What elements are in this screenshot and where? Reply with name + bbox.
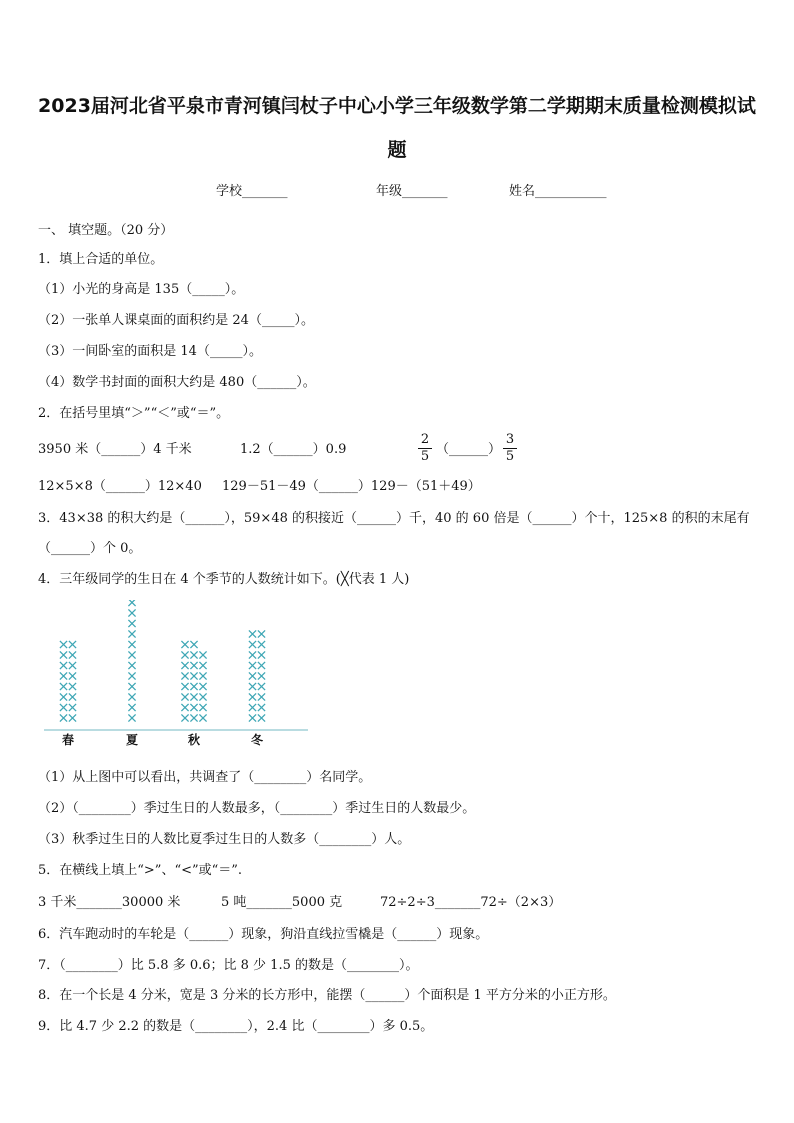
pictograph-category-label: 秋	[187, 733, 201, 747]
pictograph-mark-冬	[249, 704, 256, 711]
fraction-numerator: 3	[503, 432, 517, 449]
pictograph-mark-冬	[249, 630, 256, 637]
pictograph-mark-秋	[199, 714, 206, 721]
pictograph-category-label: 夏	[125, 733, 139, 747]
pictograph-mark-冬	[249, 651, 256, 658]
question-3-line-1: 3．43×38 的积大约是（______），59×48 的积接近（______）千，40 的 60 倍是（______）个十，125×8 的积的末尾有	[38, 511, 750, 526]
pictograph-mark-春	[69, 704, 76, 711]
pictograph-mark-春	[69, 683, 76, 690]
pictograph-mark-秋	[181, 693, 188, 700]
pictograph-mark-秋	[181, 641, 188, 648]
question-1-item-3: （3）一间卧室的面积是 14（_____）。	[38, 344, 262, 359]
pictograph-mark-夏	[128, 693, 135, 700]
fraction-three-fifths	[503, 432, 517, 465]
fraction-two-fifths	[418, 432, 432, 465]
question-1-stem: 1．填上合适的单位。	[38, 252, 164, 267]
pictograph-mark-冬	[258, 651, 265, 658]
pictograph-mark-春	[60, 641, 67, 648]
pictograph-mark-秋	[190, 641, 197, 648]
pictograph-mark-秋	[190, 714, 197, 721]
page-title: 2023届河北省平泉市青河镇闫杖子中心小学三年级数学第二学期期末质量检测模拟试题	[38, 95, 756, 161]
pictograph-mark-春	[69, 641, 76, 648]
pictograph-mark-秋	[181, 651, 188, 658]
pictograph-mark-秋	[199, 704, 206, 711]
pictograph-mark-秋	[190, 704, 197, 711]
pictograph-mark-夏	[128, 704, 135, 711]
pictograph-mark-秋	[199, 693, 206, 700]
question-4-item-3: （3）秋季过生日的人数比夏季过生日的人数多（________）人。	[38, 832, 411, 847]
pictograph-mark-春	[60, 651, 67, 658]
pictograph-mark-夏	[128, 620, 135, 627]
pictograph-mark-春	[60, 683, 67, 690]
pictograph-category-label: 冬	[250, 733, 264, 747]
pictograph-mark-冬	[258, 662, 265, 669]
pictograph-mark-秋	[181, 662, 188, 669]
name-field[interactable]: 姓名___________	[509, 184, 607, 199]
pictograph-mark-春	[60, 693, 67, 700]
pictograph-mark-秋	[181, 683, 188, 690]
pictograph-mark-冬	[258, 704, 265, 711]
fraction-denominator: 5	[420, 449, 430, 464]
pictograph-mark-秋	[190, 672, 197, 679]
question-5-part-a: 3 千米_______30000 米	[38, 895, 181, 910]
pictograph-mark-夏	[128, 641, 135, 648]
pictograph-mark-秋	[190, 651, 197, 658]
pictograph-mark-秋	[190, 683, 197, 690]
pictograph-mark-夏	[128, 630, 135, 637]
question-5-stem: 5．在横线上填上“>”、“<”或“＝”.	[38, 863, 243, 878]
pictograph-mark-冬	[249, 693, 256, 700]
pictograph-mark-夏	[128, 683, 135, 690]
pictograph-mark-冬	[258, 693, 265, 700]
pictograph-mark-夏	[128, 609, 135, 616]
pictograph-mark-秋	[181, 672, 188, 679]
question-4-item-2: （2）（________）季过生日的人数最多，（________）季过生日的人数最少。	[38, 801, 476, 816]
question-2-part-c: 12×5×8（______）12×40	[38, 479, 202, 494]
pictograph-mark-夏	[128, 672, 135, 679]
grade-field[interactable]: 年级_______	[376, 184, 448, 199]
pictograph-mark-冬	[258, 641, 265, 648]
season-birthday-pictograph	[38, 600, 318, 750]
question-3-line-2: （______）个 0。	[38, 541, 142, 556]
question-5-part-b: 5 吨_______5000 克	[221, 895, 343, 910]
pictograph-mark-冬	[249, 641, 256, 648]
pictograph-mark-夏	[128, 600, 135, 606]
pictograph-mark-冬	[258, 630, 265, 637]
question-2-part-b: 1.2（______）0.9	[240, 442, 347, 457]
pictograph-mark-春	[69, 714, 76, 721]
pictograph-mark-冬	[249, 683, 256, 690]
question-1-item-4: （4）数学书封面的面积大约是 480（______）。	[38, 375, 316, 390]
fraction-denominator: 5	[505, 449, 515, 464]
question-2-part-a: 3950 米（______）4 千米	[38, 442, 192, 457]
question-2-fraction-blank: （______）	[436, 442, 502, 457]
pictograph-mark-夏	[128, 714, 135, 721]
pictograph-mark-冬	[258, 672, 265, 679]
pictograph-mark-春	[60, 662, 67, 669]
pictograph-mark-春	[69, 662, 76, 669]
question-1-item-2: （2）一张单人课桌面的面积约是 24（_____）。	[38, 313, 314, 328]
question-2-stem: 2．在括号里填“＞”“＜”或“＝”。	[38, 406, 230, 421]
pictograph-mark-秋	[181, 704, 188, 711]
pictograph-category-label: 春	[61, 733, 75, 747]
pictograph-mark-秋	[199, 662, 206, 669]
question-5-part-c: 72÷2÷3_______72÷（2×3）	[380, 895, 562, 910]
pictograph-mark-秋	[199, 683, 206, 690]
pictograph-mark-夏	[128, 651, 135, 658]
question-7: 7．（________）比 5.8 多 0.6；比 8 少 1.5 的数是（________）。	[38, 958, 419, 973]
pictograph-mark-冬	[249, 662, 256, 669]
pictograph-mark-冬	[258, 683, 265, 690]
pictograph-mark-冬	[249, 672, 256, 679]
question-4-item-1: （1）从上图中可以看出，共调查了（________）名同学。	[38, 770, 372, 785]
pictograph-mark-秋	[190, 693, 197, 700]
question-9: 9．比 4.7 少 2.2 的数是（________），2.4 比（________）多 0.5。	[38, 1019, 434, 1034]
section-heading: 一、 填空题。（20 分）	[38, 223, 174, 238]
pictograph-mark-秋	[190, 662, 197, 669]
school-field[interactable]: 学校_______	[216, 184, 288, 199]
pictograph-mark-冬	[249, 714, 256, 721]
pictograph-mark-春	[60, 704, 67, 711]
pictograph-mark-春	[69, 693, 76, 700]
pictograph-mark-秋	[199, 672, 206, 679]
pictograph-mark-春	[60, 714, 67, 721]
fraction-numerator: 2	[418, 432, 432, 449]
pictograph-mark-春	[60, 672, 67, 679]
pictograph-mark-春	[69, 672, 76, 679]
question-4-stem: 4．三年级同学的生日在 4 个季节的人数统计如下。(╳代表 1 人)	[38, 572, 410, 587]
pictograph-mark-冬	[258, 714, 265, 721]
question-1-item-1: （1）小光的身高是 135（_____）。	[38, 282, 245, 297]
pictograph-mark-秋	[199, 651, 206, 658]
question-2-part-d: 129－51－49（______）129－（51＋49）	[222, 479, 481, 494]
question-6: 6．汽车跑动时的车轮是（______）现象，狗沿直线拉雪橇是（______）现象。	[38, 927, 489, 942]
pictograph-mark-夏	[128, 662, 135, 669]
pictograph-mark-秋	[181, 714, 188, 721]
question-8: 8．在一个长是 4 分米，宽是 3 分米的长方形中，能摆（______）个面积是 1 平方分米的小正方形。	[38, 988, 616, 1003]
pictograph-mark-春	[69, 651, 76, 658]
